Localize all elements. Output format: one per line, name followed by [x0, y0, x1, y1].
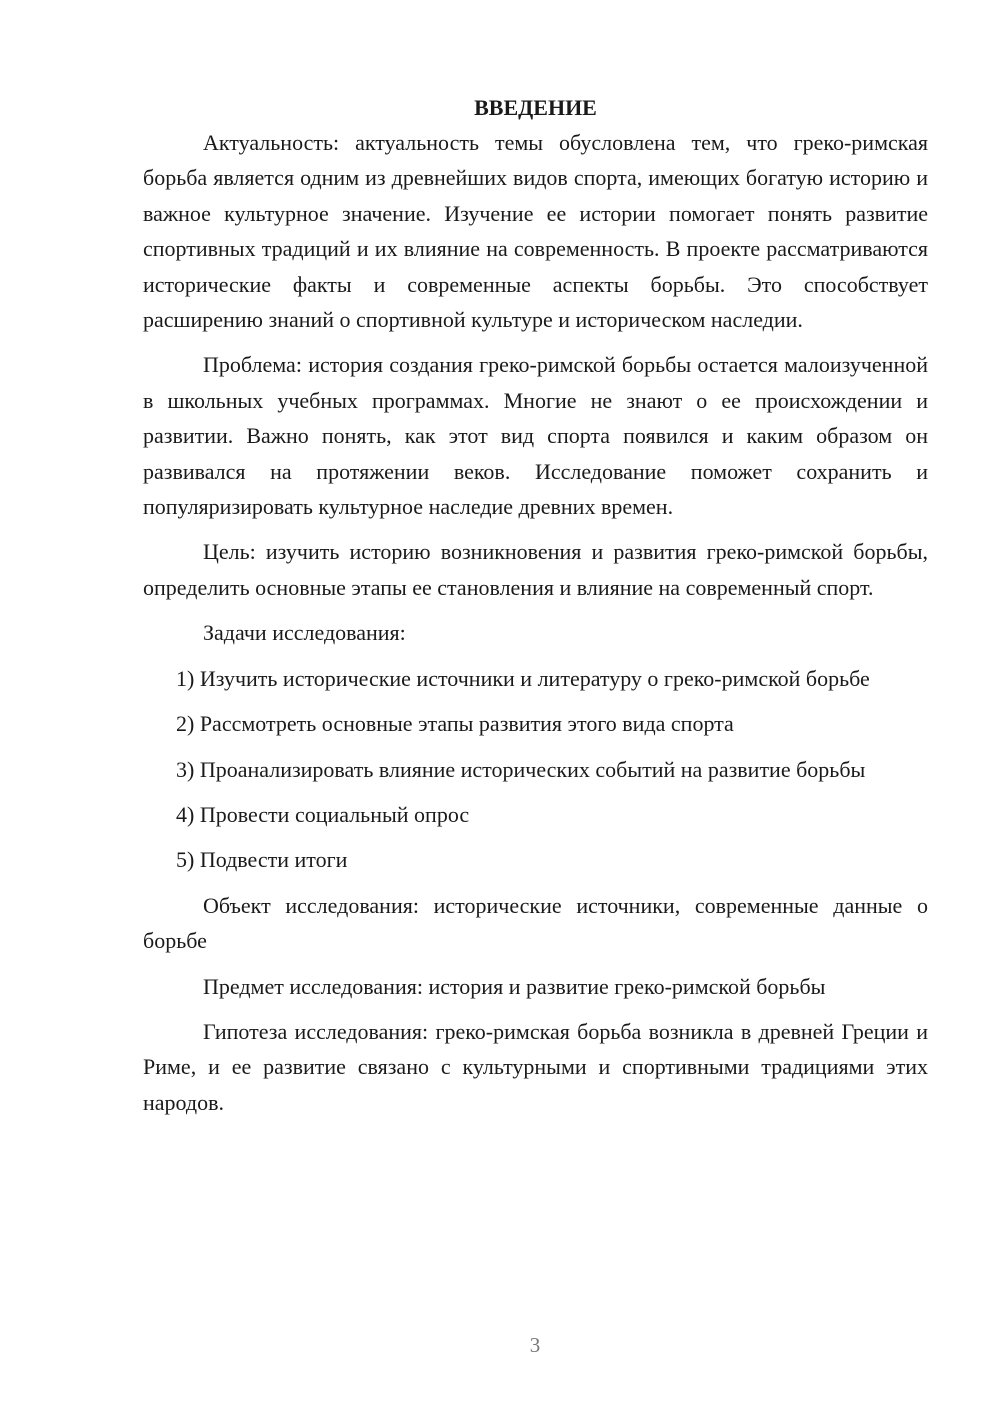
page-number: 3 [529, 1333, 541, 1357]
paragraph-goal: Цель: изучить историю возникновения и развития греко-римской борьбы, определить основные этапы ее становления и влияние на современный спорт. [143, 539, 928, 600]
task-item-5: 5) Подвести итоги [176, 847, 348, 873]
task-item-2: 2) Рассмотреть основные этапы развития этого вида спорта [176, 711, 734, 737]
paragraph-hypothesis: Гипотеза исследования: греко-римская борьба возникла в древней Греции и Риме, и ее развитие связано с культурными и спортивными традициями этих народов. [143, 1018, 928, 1115]
paragraph-problem: Проблема: история создания греко-римской борьбы остается малоизученной в школьных учебных программах. Многие не знают о ее происхождении и развитии. Важно понять, как этот вид спорта появился и каким образом он развивался на протяжении веков. Исследование поможет сохранить и популяризировать культурное наследие древних времен. [143, 352, 928, 520]
paragraph-relevance: Актуальность: актуальность темы обусловлена тем, что греко-римская борьба является одним из древнейших видов спорта, имеющих богатую историю и важное культурное значение. Изучение ее истории помогает понять развитие спортивных традиций и их влияние на современность. В проекте рассматриваются исторические факты и современные аспекты борьбы. Это способствует расширению знаний о спортивной культуре и историческом наследии. [143, 130, 928, 333]
task-item-1: 1) Изучить исторические источники и литературу о греко-римской борьбе [176, 665, 870, 691]
section-title: ВВЕДЕНИЕ [474, 95, 597, 120]
paragraph-tasks-heading: Задачи исследования: [203, 620, 406, 646]
task-item-4: 4) Провести социальный опрос [176, 801, 470, 827]
paragraph-subject: Предмет исследования: история и развитие греко-римской борьбы [203, 973, 826, 999]
paragraph-object: Объект исследования: исторические источники, современные данные о борьбе [143, 892, 928, 954]
task-item-3: 3) Проанализировать влияние исторических событий на развитие борьбы [176, 756, 866, 782]
document-page [143, 90, 928, 1130]
